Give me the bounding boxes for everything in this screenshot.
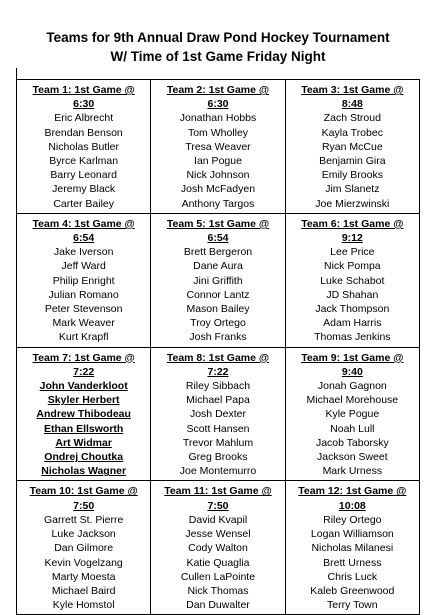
team-member: Ethan Ellsworth (43, 422, 124, 435)
team-heading: Team 7: 1st Game @ (32, 351, 135, 364)
team-member: Jini Griffith (193, 274, 243, 287)
teams-table (16, 79, 420, 615)
team-member: Jim Slanetz (325, 183, 380, 196)
team-member: Brett Bergeron (183, 246, 253, 259)
team-member: Michael Morehouse (306, 394, 399, 407)
team-member: Dane Aura (193, 260, 243, 273)
team-member: Eric Albrecht (54, 112, 114, 125)
team-member: Noah Lull (330, 422, 375, 435)
team-member: John Vanderkloot (39, 380, 128, 393)
team-member: Zach Stroud (323, 112, 381, 125)
team-member: Mark Weaver (52, 317, 115, 330)
team-member: Michael Papa (186, 394, 250, 407)
team-game-time: 7:50 (207, 499, 229, 512)
team-member: Skyler Herbert (47, 394, 120, 407)
team-cell (17, 80, 151, 214)
team-cell (285, 80, 419, 214)
team-member: Kurt Krapfl (58, 331, 109, 344)
team-heading: Team 2: 1st Game @ (166, 84, 270, 96)
team-member: David Kvapil (188, 513, 248, 526)
team-member: Nicholas Wagner (41, 465, 127, 478)
team-heading: Team 10: 1st Game @ (29, 485, 138, 498)
team-member: Garrett St. Pierre (43, 513, 124, 526)
team-member: Barry Leonard (50, 169, 117, 182)
team-member: Michael Baird (51, 584, 116, 597)
team-member: Jeremy Black (52, 183, 116, 196)
team-heading: Team 4: 1st Game @ (32, 217, 135, 230)
team-member: Josh McFadyen (180, 183, 256, 196)
team-member: Connor Lantz (186, 288, 250, 301)
team-member: Tresa Weaver (185, 140, 251, 153)
team-heading: Team 1: 1st Game @ (32, 84, 135, 96)
team-member: Brett Urness (323, 556, 382, 569)
team-member: Jake Iverson (53, 246, 114, 259)
team-member: Lee Price (330, 246, 375, 259)
team-game-time: 10:08 (338, 499, 366, 512)
team-member: Thomas Jenkins (314, 331, 391, 344)
team-member: Luke Jackson (51, 528, 116, 541)
team-heading: Team 8: 1st Game @ (166, 351, 270, 364)
team-member: Luke Schabot (320, 274, 385, 287)
team-cell (151, 80, 285, 214)
team-heading: Team 5: 1st Game @ (166, 217, 270, 230)
team-member: Terry Town (327, 599, 378, 612)
team-member: Kyle Pogue (325, 408, 380, 421)
team-member: Trevor Mahlum (182, 436, 254, 449)
team-member: Philip Enright (52, 274, 115, 287)
team-member: Carter Bailey (53, 197, 115, 210)
team-heading: Team 3: 1st Game @ (301, 84, 404, 96)
team-cell (17, 481, 151, 615)
team-member: Josh Dexter (189, 408, 246, 421)
team-member: Troy Ortego (190, 317, 246, 330)
team-member: Tom Wholley (187, 126, 249, 139)
teams-row (17, 481, 420, 615)
team-heading: Team 9: 1st Game @ (301, 351, 404, 364)
team-game-time: 8:48 (341, 98, 363, 111)
team-game-time: 6:30 (73, 98, 95, 111)
team-member: Benjamin Gira (319, 155, 386, 168)
team-member: Jeff Ward (61, 260, 106, 273)
team-game-time: 7:50 (73, 499, 95, 512)
team-member: Kayla Trobec (321, 126, 383, 139)
team-member: Dan Duwalter (186, 599, 250, 612)
team-member: Adam Harris (323, 317, 382, 330)
team-heading: Team 12: 1st Game @ (298, 485, 407, 498)
team-member: JD Shahan (326, 288, 379, 301)
team-member: Mason Bailey (186, 303, 250, 316)
team-member: Katie Quaglia (186, 556, 250, 569)
team-member: Ryan McCue (321, 140, 383, 153)
team-member: Jonah Gagnon (317, 380, 387, 393)
team-member: Riley Ortego (323, 513, 382, 526)
team-cell (285, 347, 419, 481)
team-cell (17, 347, 151, 481)
team-game-time: 7:22 (73, 365, 95, 378)
team-member: Byrce Karlman (49, 155, 119, 168)
team-member: Ondrej Choutka (44, 451, 124, 464)
team-member: Mark Urness (322, 465, 383, 478)
team-game-time: 9:12 (341, 232, 363, 245)
team-member: Greg Brooks (188, 451, 248, 464)
team-member: Peter Stevenson (44, 303, 123, 316)
team-cell (151, 347, 285, 481)
team-member: Jesse Wensel (185, 528, 251, 541)
team-member: Kevin Vogelzang (44, 556, 123, 569)
teams-row (17, 80, 420, 214)
team-member: Julian Romano (48, 288, 119, 301)
team-member: Joe Mierzwinski (315, 197, 390, 210)
team-cell (17, 213, 151, 347)
team-member: Nick Johnson (186, 169, 250, 182)
teams-row (17, 213, 420, 347)
document-subtitle: W/ Time of 1st Game Friday Night (110, 49, 326, 64)
team-member: Cullen LaPointe (180, 570, 256, 583)
team-member: Jacob Taborsky (315, 436, 389, 449)
team-member: Kaleb Greenwood (310, 584, 395, 597)
team-game-time: 6:54 (73, 232, 95, 245)
team-game-time: 6:54 (207, 232, 229, 245)
team-member: Cody Walton (188, 542, 248, 555)
team-member: Ian Pogue (194, 155, 242, 168)
document-title: Teams for 9th Annual Draw Pond Hockey Tournament (46, 30, 390, 45)
team-member: Josh Franks (189, 331, 247, 344)
team-heading: Team 6: 1st Game @ (301, 217, 404, 230)
team-member: Nick Pompa (324, 260, 381, 273)
team-member: Joe Montemurro (179, 465, 257, 478)
teams-row (17, 347, 420, 481)
team-game-time: 6:30 (207, 98, 229, 111)
team-cell (285, 213, 419, 347)
team-member: Andrew Thibodeau (36, 408, 131, 421)
team-member: Nicholas Milanesi (311, 542, 394, 555)
team-member: Emily Brooks (321, 169, 383, 182)
team-member: Riley Sibbach (185, 380, 251, 393)
team-member: Logan Williamson (310, 528, 394, 541)
team-member: Nick Thomas (187, 584, 249, 597)
team-cell (285, 481, 419, 615)
team-member: Anthony Targos (181, 197, 255, 210)
team-cell (151, 481, 285, 615)
team-member: Jackson Sweet (317, 451, 388, 464)
team-cell (151, 213, 285, 347)
team-member: Chris Luck (327, 570, 378, 583)
team-member: Kyle Homstol (52, 599, 115, 612)
team-game-time: 9:40 (341, 365, 363, 378)
team-member: Scott Hansen (186, 422, 250, 435)
team-member: Jack Thompson (315, 303, 390, 316)
team-member: Brendan Benson (44, 126, 123, 139)
team-member: Art Widmar (55, 436, 112, 449)
team-member: Dan Gilmore (54, 542, 114, 555)
team-member: Jonathan Hobbs (179, 112, 257, 125)
team-member: Nicholas Butler (48, 140, 119, 153)
team-member: Marty Moesta (51, 570, 116, 583)
team-game-time: 7:22 (207, 365, 229, 378)
team-heading: Team 11: 1st Game @ (164, 485, 272, 498)
